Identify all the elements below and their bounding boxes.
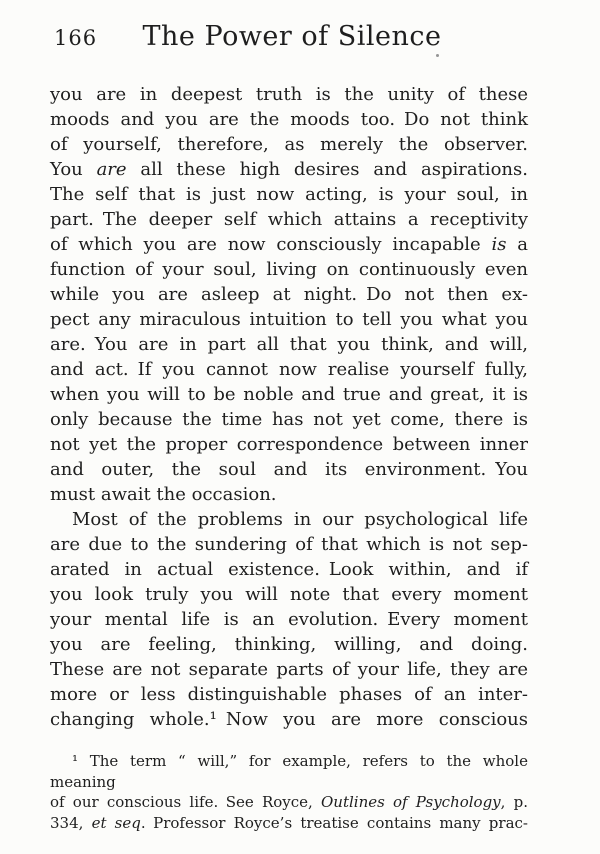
footnote-paragraph [50, 751, 528, 833]
text-line: These are not separate parts of your life, they are [50, 659, 528, 680]
paragraph-2 [50, 507, 528, 732]
text-line: changing whole.¹ Now you are more conscious [50, 709, 528, 730]
text-line: only because the time has not yet come, there is [50, 409, 528, 430]
text-line: pect any miraculous intuition to tell you what you [50, 309, 528, 330]
paragraph-1 [50, 82, 528, 507]
text-line: when you will to be noble and true and great, it is [50, 384, 528, 405]
text-line: 334, et seq. Professor Royce’s treatise contains many prac- [50, 813, 528, 832]
text-line: function of your soul, living on continuously even [50, 259, 528, 280]
running-head-title: The Power of Silence [142, 21, 442, 52]
text-line: Most of the problems in our psychological life [72, 509, 528, 530]
text-line: moods and you are the moods too. Do not think [50, 109, 528, 130]
page-number: 166 [54, 26, 98, 50]
text-line: not yet the proper correspondence between inner [50, 434, 528, 455]
text-line: of which you are now consciously incapable is a [50, 234, 528, 255]
text-line: of yourself, therefore, as merely the observer. [50, 134, 528, 155]
text-line: are. You are in part all that you think, and will, [50, 334, 528, 355]
text-line: you look truly you will note that every moment [50, 584, 528, 605]
scan-speck [436, 54, 439, 57]
text-line: you are feeling, thinking, willing, and doing. [50, 634, 528, 655]
text-line: of our conscious life. See Royce, Outlines of Psychology, p. [50, 793, 529, 811]
text-line: more or less distinguishable phases of an inter- [50, 684, 528, 705]
text-line: must await the occasion. [50, 484, 277, 505]
footnote [50, 751, 528, 833]
text-line: and outer, the soul and its environment. You [50, 459, 528, 480]
body-text [50, 82, 528, 732]
text-line: part. The deeper self which attains a receptivity [50, 209, 528, 230]
text-line: you are in deepest truth is the unity of these [50, 84, 528, 105]
text-line: are due to the sundering of that which is not sep- [50, 534, 528, 555]
text-line: The self that is just now acting, is your soul, in [50, 184, 528, 205]
text-line: while you are asleep at night. Do not then ex- [50, 284, 528, 305]
text-line: your mental life is an evolution. Every moment [50, 609, 528, 630]
text-line: and act. If you cannot now realise yourself fully, [50, 359, 528, 380]
text-line: arated in actual existence. Look within, and if [50, 559, 528, 580]
text-line: You are all these high desires and aspirations. [50, 159, 528, 180]
text-line: ¹ The term “ will,” for example, refers to the whole meaning [50, 752, 528, 791]
